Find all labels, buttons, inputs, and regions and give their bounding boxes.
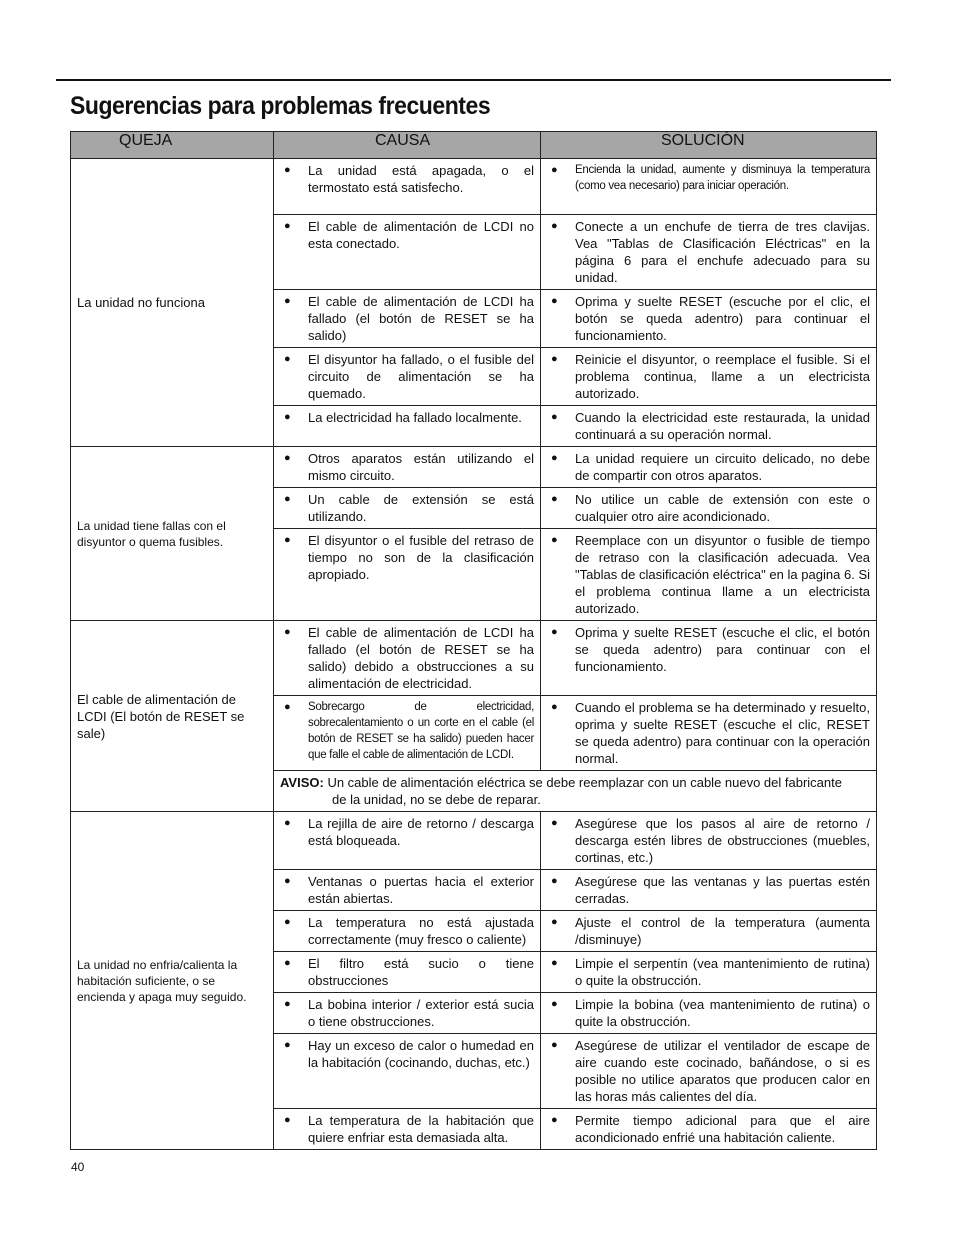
table-row — [71, 812, 877, 870]
causa-cell: ● Otros aparatos están utilizando el mismo circuito. — [274, 447, 541, 488]
bullet-icon: ● — [284, 626, 291, 638]
header-solucion: SOLUCIÓN — [541, 132, 877, 159]
bullet-icon: ● — [551, 875, 558, 887]
table-header-row — [71, 132, 877, 159]
solucion-cell: ● Asegúrese que los pasos al aire de retorno / descarga estén libres de obstrucciones (muebles, cortinas, etc.) — [541, 812, 877, 870]
bullet-icon: ● — [284, 411, 291, 423]
bullet-icon: ● — [551, 534, 558, 546]
top-rule — [56, 79, 891, 81]
bullet-icon: ● — [284, 534, 291, 546]
header-queja: QUEJA — [71, 132, 274, 159]
bullet-icon: ● — [551, 916, 558, 928]
solucion-cell: ● Asegúrese de utilizar el ventilador de escape de aire cuando este cocinado, bañándose, o si es posible no utilice aparatos que producen calor en las horas más calientes del día. — [541, 1034, 877, 1109]
bullet-icon: ● — [551, 493, 558, 505]
causa-cell: ● El disyuntor ha fallado, o el fusible del circuito de alimentación se ha quemado. — [274, 348, 541, 406]
bullet-icon: ● — [284, 493, 291, 505]
solucion-cell: ● Limpie el serpentín (vea mantenimiento de rutina) o quite la obstrucción. — [541, 952, 877, 993]
table-row — [71, 621, 877, 696]
causa-cell: ● El filtro está sucio o tiene obstrucciones — [274, 952, 541, 993]
causa-cell: ● La electricidad ha fallado localmente. — [274, 406, 541, 447]
solucion-cell: ● Conecte a un enchufe de tierra de tres clavijas. Vea "Tablas de Clasificación Eléctricas" en la página 6 para el enchufe adecuado para su unidad. — [541, 215, 877, 290]
bullet-icon: ● — [284, 701, 291, 713]
bullet-icon: ● — [551, 998, 558, 1010]
bullet-icon: ● — [551, 353, 558, 365]
bullet-icon: ● — [551, 1039, 558, 1051]
aviso-label: AVISO: — [280, 775, 324, 790]
causa-cell: ● El cable de alimentación de LCDI ha fallado (el botón de RESET se ha salido) debido a obstrucciones a su alimentación de electricidad. — [274, 621, 541, 696]
causa-cell: ● Hay un exceso de calor o humedad en la habitación (cocinando, duchas, etc.) — [274, 1034, 541, 1109]
bullet-icon: ● — [284, 295, 291, 307]
header-causa: CAUSA — [274, 132, 541, 159]
solucion-cell: ● Reemplace con un disyuntor o fusible de tiempo de retraso con la clasificación adecuada. Vea "Tablas de clasificación eléctrica" en la pagina 6. Si el problema continua llame a un electricista autorizado. — [541, 529, 877, 621]
bullet-icon: ● — [551, 452, 558, 464]
bullet-icon: ● — [551, 701, 558, 713]
solucion-cell: ● Cuando el problema se ha determinado y resuelto, oprima y suelte RESET (escuche el clic, RESET se queda adentro) para continuar con la operación normal. — [541, 696, 877, 771]
solucion-cell: ● No utilice un cable de extensión con este o cualquier otro aire acondicionado. — [541, 488, 877, 529]
bullet-icon: ● — [284, 998, 291, 1010]
bullet-icon: ● — [284, 353, 291, 365]
queja-cell: El cable de alimentación de LCDI (El botón de RESET se sale) — [71, 621, 274, 812]
solucion-cell: ● La unidad requiere un circuito delicado, no debe de compartir con otros aparatos. — [541, 447, 877, 488]
page-title: Sugerencias para problemas frecuentes — [70, 92, 491, 120]
troubleshooting-table — [70, 131, 877, 1150]
solucion-cell: ● Limpie la bobina (vea mantenimiento de rutina) o quite la obstrucción. — [541, 993, 877, 1034]
solucion-cell: ● Oprima y suelte RESET (escuche el clic, el botón se queda adentro) para continuar con el funcionamiento. — [541, 621, 877, 696]
bullet-icon: ● — [284, 1039, 291, 1051]
bullet-icon: ● — [284, 164, 291, 176]
bullet-icon: ● — [551, 164, 558, 176]
solucion-cell: ● Cuando la electricidad este restaurada, la unidad continuará a su operación normal. — [541, 406, 877, 447]
bullet-icon: ● — [284, 220, 291, 232]
causa-cell: ● La temperatura de la habitación que quiere enfriar esta demasiada alta. — [274, 1109, 541, 1150]
solucion-cell: ● Permite tiempo adicional para que el aire acondicionado enfrié una habitación caliente. — [541, 1109, 877, 1150]
bullet-icon: ● — [284, 817, 291, 829]
causa-cell: ● La unidad está apagada, o el termostato está satisfecho. — [274, 159, 541, 215]
bullet-icon: ● — [551, 295, 558, 307]
solucion-cell: ● Asegúrese que las ventanas y las puertas estén cerradas. — [541, 870, 877, 911]
causa-cell: ● Ventanas o puertas hacia el exterior están abiertas. — [274, 870, 541, 911]
bullet-icon: ● — [551, 220, 558, 232]
queja-cell: La unidad no enfria/calienta la habitación suficiente, o se encienda y apaga muy seguido. — [71, 812, 274, 1150]
causa-cell: ● La rejilla de aire de retorno / descarga está bloqueada. — [274, 812, 541, 870]
queja-cell: La unidad no funciona — [71, 159, 274, 447]
causa-cell: ● El cable de alimentación de LCDI ha fallado (el botón de RESET se ha salido) — [274, 290, 541, 348]
bullet-icon: ● — [551, 957, 558, 969]
bullet-icon: ● — [551, 626, 558, 638]
solucion-cell: ● Oprima y suelte RESET (escuche por el clic, el botón se queda adentro) para continuar el funcionamiento. — [541, 290, 877, 348]
causa-cell: ● El cable de alimentación de LCDI no esta conectado. — [274, 215, 541, 290]
bullet-icon: ● — [551, 1114, 558, 1126]
bullet-icon: ● — [284, 1114, 291, 1126]
bullet-icon: ● — [284, 957, 291, 969]
solucion-cell: ● Encienda la unidad, aumente y disminuya la temperatura (como vea necesario) para iniciar operación. — [541, 159, 877, 215]
bullet-icon: ● — [284, 916, 291, 928]
table-row — [71, 447, 877, 488]
table-row — [71, 159, 877, 215]
bullet-icon: ● — [284, 452, 291, 464]
bullet-icon: ● — [551, 817, 558, 829]
queja-cell: La unidad tiene fallas con el disyuntor o quema fusibles. — [71, 447, 274, 621]
causa-cell: ● Sobrecargo de electricidad, sobrecalentamiento o un corte en el cable (el botón de RESET se ha salido) pueden hacer que falle el cable de alimentación de LCDI. — [274, 696, 541, 771]
bullet-icon: ● — [284, 875, 291, 887]
aviso-note: AVISO: Un cable de alimentación eléctrica se debe reemplazar con un cable nuevo del fabricante de la unidad, no se debe de reparar. — [274, 771, 877, 812]
causa-cell: ● El disyuntor o el fusible del retraso de tiempo no son de la clasificación apropiado. — [274, 529, 541, 621]
bullet-icon: ● — [551, 411, 558, 423]
page-number: 40 — [71, 1160, 85, 1174]
causa-cell: ● La temperatura no está ajustada correctamente (muy fresco o caliente) — [274, 911, 541, 952]
solucion-cell: ● Ajuste el control de la temperatura (aumenta /disminuye) — [541, 911, 877, 952]
solucion-cell: ● Reinicie el disyuntor, o reemplace el fusible. Si el problema continua, llame a un electricista autorizado. — [541, 348, 877, 406]
causa-cell: ● Un cable de extensión se está utilizando. — [274, 488, 541, 529]
causa-cell: ● La bobina interior / exterior está sucia o tiene obstrucciones. — [274, 993, 541, 1034]
